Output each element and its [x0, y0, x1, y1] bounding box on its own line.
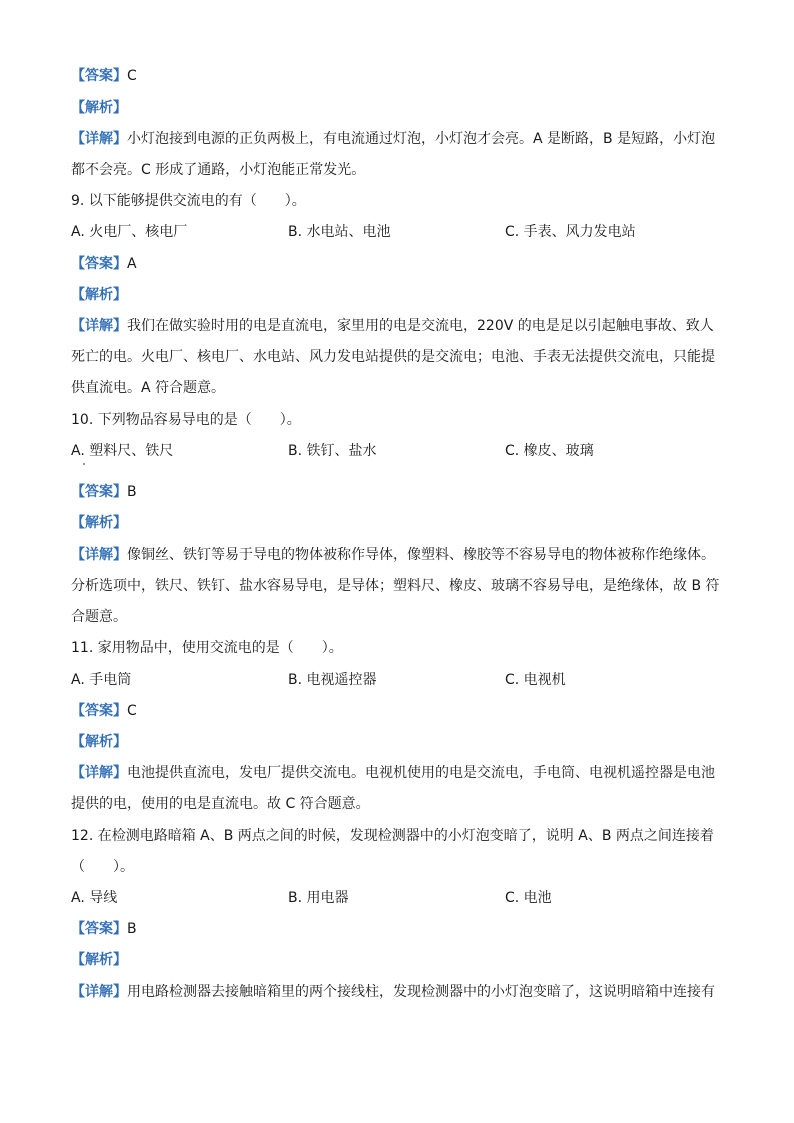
q11-option-a: A. 手电筒	[71, 672, 132, 688]
q9-detail-text-2: 死亡的电。火电厂、核电厂、水电站、风力发电站提供的是交流电；电池、手表无法提供交流电，只能提	[71, 349, 715, 365]
q9-detail-line-3	[71, 378, 225, 398]
q11-answer-line	[71, 701, 137, 721]
answer-tag: 【答案】	[71, 484, 127, 500]
analysis-tag: 【解析】	[71, 952, 127, 968]
answer-tag: 【答案】	[71, 921, 127, 937]
q9-stem-text: 9. 以下能够提供交流电的有（ ）。	[71, 193, 306, 209]
q9-stem	[71, 191, 306, 211]
q12-option-a: A. 导线	[71, 890, 118, 906]
analysis-tag: 【解析】	[71, 100, 127, 116]
q10-detail-text-3: 合题意。	[71, 609, 127, 625]
q11-detail-text-2: 提供的电，使用的电是直流电。故 C 符合题意。	[71, 796, 370, 812]
q11-answer-value: C	[127, 703, 137, 719]
q12-detail-text-1: 用电路检测器去接触暗箱里的两个接线柱，发现检测器中的小灯泡变暗了，这说明暗箱中连接有	[127, 984, 715, 1000]
q11-option-c: C. 电视机	[505, 672, 566, 688]
detail-tag: 【详解】	[71, 131, 127, 147]
q12-answer-line	[71, 919, 137, 939]
analysis-tag: 【解析】	[71, 287, 127, 303]
q9-detail-text-3: 供直流电。A 符合题意。	[71, 380, 226, 396]
q11-detail-line-2	[71, 794, 370, 814]
q11-detail-line-1	[71, 763, 715, 783]
q10-analysis-line	[71, 513, 127, 533]
q11-option-b: B. 电视遥控器	[288, 672, 377, 688]
q11-detail-text-1: 电池提供直流电，发电厂提供交流电。电视机使用的电是交流电，手电筒、电视机遥控器是电池	[127, 765, 715, 781]
q12-detail-line-1	[71, 982, 715, 1002]
q11-stem	[71, 638, 343, 658]
q11-analysis-line	[71, 732, 127, 752]
q8-detail-line-2	[71, 160, 365, 180]
q8-detail-text-1: 小灯泡接到电源的正负两极上，有电流通过灯泡，小灯泡才会亮。A 是断路，B 是短路，小灯泡	[127, 131, 716, 147]
analysis-tag: 【解析】	[71, 515, 127, 531]
q10-detail-line-1	[71, 545, 715, 565]
q9-detail-text-1: 我们在做实验时用的电是直流电，家里用的电是交流电，220V 的电是足以引起触电事故、致人	[127, 318, 714, 334]
analysis-tag: 【解析】	[71, 734, 127, 750]
q11-stem-text: 11. 家用物品中，使用交流电的是（ ）。	[71, 640, 343, 656]
q12-stem-line-2	[71, 857, 134, 877]
q9-option-c: C. 手表、风力发电站	[505, 224, 636, 240]
q8-answer-line	[71, 66, 137, 86]
q12-stem-line-1	[71, 826, 714, 846]
q10-option-c: C. 橡皮、玻璃	[505, 443, 594, 459]
q10-detail-text-1: 像铜丝、铁钉等易于导电的物体被称作导体，像塑料、橡胶等不容易导电的物体被称作绝缘体。	[127, 547, 715, 563]
q9-option-b: B. 水电站、电池	[288, 224, 391, 240]
q10-option-b: B. 铁钉、盐水	[288, 443, 377, 459]
q10-detail-line-2	[71, 576, 720, 596]
q12-option-b: B. 用电器	[288, 890, 349, 906]
q8-answer-value: C	[127, 68, 137, 84]
q12-answer-value: B	[127, 921, 137, 937]
detail-tag: 【详解】	[71, 318, 127, 334]
q10-stem	[71, 410, 301, 430]
q12-stem-text-2: （ ）。	[71, 859, 134, 875]
q10-answer-line	[71, 482, 137, 502]
answer-tag: 【答案】	[71, 68, 127, 84]
detail-tag: 【详解】	[71, 547, 127, 563]
q10-detail-text-2: 分析选项中，铁尺、铁钉、盐水容易导电，是导体；塑料尺、橡皮、玻璃不容易导电，是绝缘体，故 B 符	[71, 578, 720, 594]
q9-option-a: A. 火电厂、核电厂	[71, 224, 188, 240]
stray-dot	[83, 463, 85, 465]
answer-tag: 【答案】	[71, 703, 127, 719]
q8-detail-text-2: 都不会亮。C 形成了通路，小灯泡能正常发光。	[71, 162, 366, 178]
q10-stem-text: 10. 下列物品容易导电的是（ ）。	[71, 412, 301, 428]
q9-detail-line-1	[71, 316, 714, 336]
answer-tag: 【答案】	[71, 256, 127, 272]
q10-answer-value: B	[127, 484, 137, 500]
detail-tag: 【详解】	[71, 765, 127, 781]
q9-detail-line-2	[71, 347, 715, 367]
q8-analysis-line	[71, 98, 127, 118]
q9-analysis-line	[71, 285, 127, 305]
q12-stem-text-1: 12. 在检测电路暗箱 A、B 两点之间的时候，发现检测器中的小灯泡变暗了，说明 A、B 两点之间连接着	[71, 828, 714, 844]
q12-analysis-line	[71, 950, 127, 970]
q8-detail-line-1	[71, 129, 715, 149]
q10-option-a: A. 塑料尺、铁尺	[71, 443, 174, 459]
q12-option-c: C. 电池	[505, 890, 552, 906]
q9-answer-value: A	[127, 256, 137, 272]
q9-answer-line	[71, 254, 137, 274]
detail-tag: 【详解】	[71, 984, 127, 1000]
q10-detail-line-3	[71, 607, 127, 627]
